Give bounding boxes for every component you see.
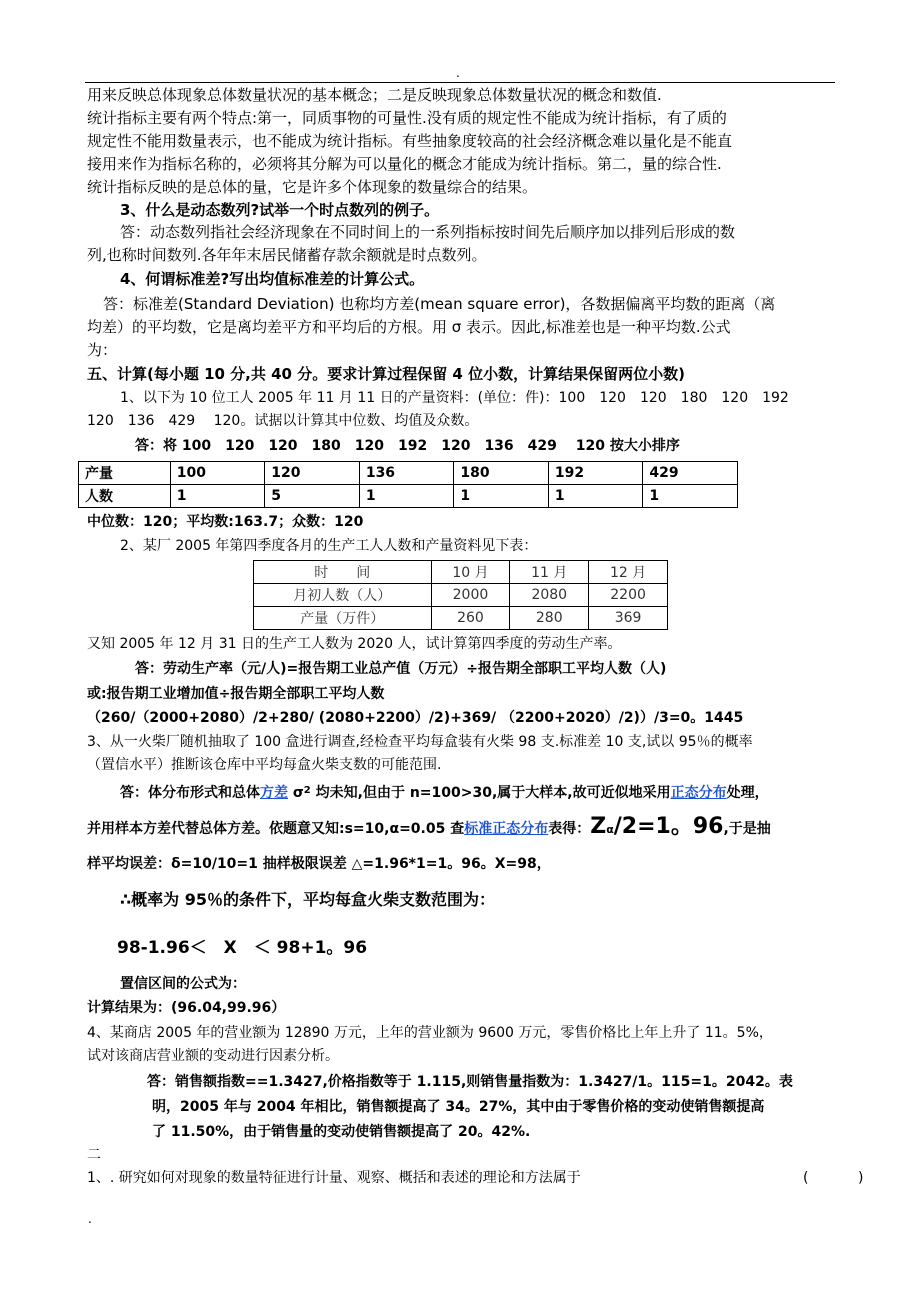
- q3-answer-2: 列,也称时间数列.各年年末居民储蓄存款余额就是时点数列。: [87, 246, 487, 264]
- p3-answer-2-pre: 并用样本方差代替总体方差。依题意又知:s=10,α=0.05 查: [87, 821, 465, 837]
- table-cell: 429: [643, 462, 738, 485]
- table-cell: 1: [548, 485, 643, 508]
- p3-line-2: （置信水平）推断该仓库中平均每盒火柴支数的可能范围.: [87, 757, 442, 773]
- intro-line-4: 接用来作为指标名称的，必须将其分解为可以量化的概念才能成为统计指标。第二，量的综合性.: [87, 155, 722, 173]
- intro-line-3: 规定性不能用数量表示，也不能成为统计指标。有些抽象度较高的社会经济概念难以量化是不能直: [87, 132, 733, 150]
- q4-answer-3: 为：: [87, 341, 118, 359]
- table-header-cell: 时 间: [254, 561, 432, 584]
- section-5-title: 五、计算(每小题 10 分,共 40 分。要求计算过程保留 4 位小数，计算结果保留两位小数): [87, 365, 685, 383]
- p3-answer-7: 计算结果为：(96.04,99.96）: [87, 1000, 286, 1016]
- p4-line-1: 4、某商店 2005 年的营业额为 12890 万元，上年的营业额为 9600 万元，零售价格比上年上升了 11。5%，: [87, 1025, 773, 1041]
- p4-answer-2: 明，2005 年与 2004 年相比，销售额提高了 34。27%，其中由于零售价格的变动使销售额提高: [152, 1099, 765, 1115]
- p1-result: 中位数：120；平均数:163.7；众数：120: [87, 514, 364, 530]
- table-cell: 120: [265, 462, 360, 485]
- q3-answer-1: 答：动态数列指社会经济现象在不同时间上的一系列指标按时间先后顺序加以排列后形成的数: [120, 223, 736, 241]
- p3-answer-4: ∴概率为 95％的条件下，平均每盒火柴支数范围为：: [120, 890, 495, 909]
- p2-answer-3: （260/（2000+2080）/2+280/ (2080+2200）/2)+369/ （2200+2020）/2)）/3=0。1445: [87, 710, 744, 726]
- p3-answer-2: [87, 814, 771, 840]
- table-cell: 2000: [431, 584, 510, 607]
- answer-paren-open: (: [803, 1170, 809, 1186]
- table-cell: 369: [589, 607, 668, 630]
- normal-distribution-link[interactable]: 正态分布: [670, 785, 727, 801]
- table-cell: 1: [643, 485, 738, 508]
- z-value-sub: α: [606, 823, 614, 836]
- table-cell: 280: [510, 607, 589, 630]
- z-value-rest: /2=1。96: [613, 814, 724, 839]
- p4-line-2: 试对该商店营业额的变动进行因素分析。: [87, 1048, 339, 1064]
- table-cell: 180: [454, 462, 549, 485]
- z-value-main: Z: [590, 814, 607, 839]
- p1-line-2: 120 136 429 120。试据以计算其中位数、均值及众数。: [87, 413, 479, 429]
- table-header-cell: 11 月: [510, 561, 589, 584]
- p3-answer-1: [120, 785, 769, 802]
- table-header-cell: 12 月: [589, 561, 668, 584]
- p3-answer-3: 样平均误差：δ=10/10=1 抽样极限误差 △=1.96*1=1。96。X=98，: [87, 856, 551, 872]
- p4-answer-3: 了 11.50%，由于销售量的变动使销售额提高了 20。42%.: [152, 1124, 531, 1140]
- table-row: [254, 561, 668, 584]
- footer-dot: .: [88, 1212, 92, 1226]
- p2-intro: 2、某厂 2005 年第四季度各月的生产工人人数和产量资料见下表：: [120, 538, 538, 554]
- p3-line-1: 3、从一火柴厂随机抽取了 100 盒进行调查,经检查平均每盒装有火柴 98 支.标准差 10 支,试以 95％的概率: [87, 734, 753, 750]
- standard-normal-link[interactable]: 标准正态分布: [464, 821, 549, 837]
- table-cell: 1: [454, 485, 549, 508]
- answer-paren-close: ): [858, 1170, 864, 1186]
- section-2-q1: 1、. 研究如何对现象的数量特征进行计量、观察、概括和表述的理论和方法属于: [87, 1170, 581, 1186]
- p3-answer-1-pre: 答：体分布形式和总体: [120, 785, 260, 801]
- table-cell: 260: [431, 607, 510, 630]
- table-cell: 产量（万件）: [254, 607, 432, 630]
- table-row: [79, 485, 738, 508]
- table-header-cell: 10 月: [431, 561, 510, 584]
- table-cell: 产量: [79, 462, 171, 485]
- p3-answer-2-post: 表得：: [548, 821, 591, 837]
- header-dot: .: [456, 66, 460, 80]
- table-cell: 192: [548, 462, 643, 485]
- intro-line-2: 统计指标主要有两个特点:第一，同质事物的可量性.没有质的规定性不能成为统计指标，有了质的: [87, 109, 727, 127]
- table-cell: 月初人数（人）: [254, 584, 432, 607]
- table-cell: 136: [359, 462, 454, 485]
- quarter-table: [253, 560, 668, 630]
- table-cell: 100: [170, 462, 265, 485]
- p3-answer-6: 置信区间的公式为：: [120, 976, 246, 992]
- q3-title: 3、什么是动态数列?试举一个时点数列的例子。: [120, 201, 440, 219]
- p4-answer-1: 答：销售额指数==1.3427,价格指数等于 1.115,则销售量指数为：1.3427/1。115=1。2042。表: [147, 1074, 793, 1090]
- p1-line-1: 1、以下为 10 位工人 2005 年 11 月 11 日的产量资料：(单位：件)：100 120 120 180 120 192: [120, 390, 789, 406]
- table-row: [254, 607, 668, 630]
- table-cell: 1: [359, 485, 454, 508]
- q4-answer-2: 均差）的平均数，它是离均差平方和平均后的方根。用 σ 表示。因此,标准差也是一种平均数.公式: [87, 318, 731, 336]
- sigma-superscript: 2: [303, 785, 311, 796]
- section-2-title: 二: [87, 1147, 101, 1163]
- p3-answer-2-end: ,于是抽: [723, 821, 771, 837]
- production-table: [78, 461, 738, 508]
- table-row: [79, 462, 738, 485]
- header-rule: [85, 82, 835, 83]
- table-cell: 2080: [510, 584, 589, 607]
- q4-title: 4、何谓标准差?写出均值标准差的计算公式。: [120, 270, 425, 288]
- p3-answer-1-end: 处理，: [726, 785, 769, 801]
- p2-line-2: 又知 2005 年 12 月 31 日的生产工人数为 2020 人，试计算第四季度的劳动生产率。: [87, 636, 622, 652]
- table-row: [254, 584, 668, 607]
- table-cell: 2200: [589, 584, 668, 607]
- p2-answer-1: 答：劳动生产率（元/人)=报告期工业总产值（万元）÷报告期全部职工平均人数（人): [135, 661, 667, 677]
- p3-answer-5: 98-1.96＜ X ＜ 98+1。96: [117, 938, 368, 958]
- table-cell: 1: [170, 485, 265, 508]
- p2-answer-2: 或:报告期工业增加值÷报告期全部职工平均人数: [87, 686, 385, 702]
- table-cell: 5: [265, 485, 360, 508]
- table-cell: 人数: [79, 485, 171, 508]
- intro-line-5: 统计指标反映的是总体的量，它是许多个体现象的数量综合的结果。: [87, 178, 538, 196]
- q4-answer-1: 答：标准差(Standard Deviation) 也称均方差(mean square error)，各数据偏离平均数的距离（离: [103, 295, 776, 313]
- sigma-symbol: σ: [288, 785, 304, 801]
- p3-answer-1-post: 均未知,但由于 n=100>30,属于大样本,故可近似地采用: [310, 785, 671, 801]
- intro-line-1: 用来反映总体现象总体数量状况的基本概念；二是反映现象总体数量状况的概念和数值.: [87, 86, 662, 104]
- p1-answer: 答：将 100 120 120 180 120 192 120 136 429 120 按大小排序: [135, 438, 680, 454]
- variance-link[interactable]: 方差: [260, 785, 288, 801]
